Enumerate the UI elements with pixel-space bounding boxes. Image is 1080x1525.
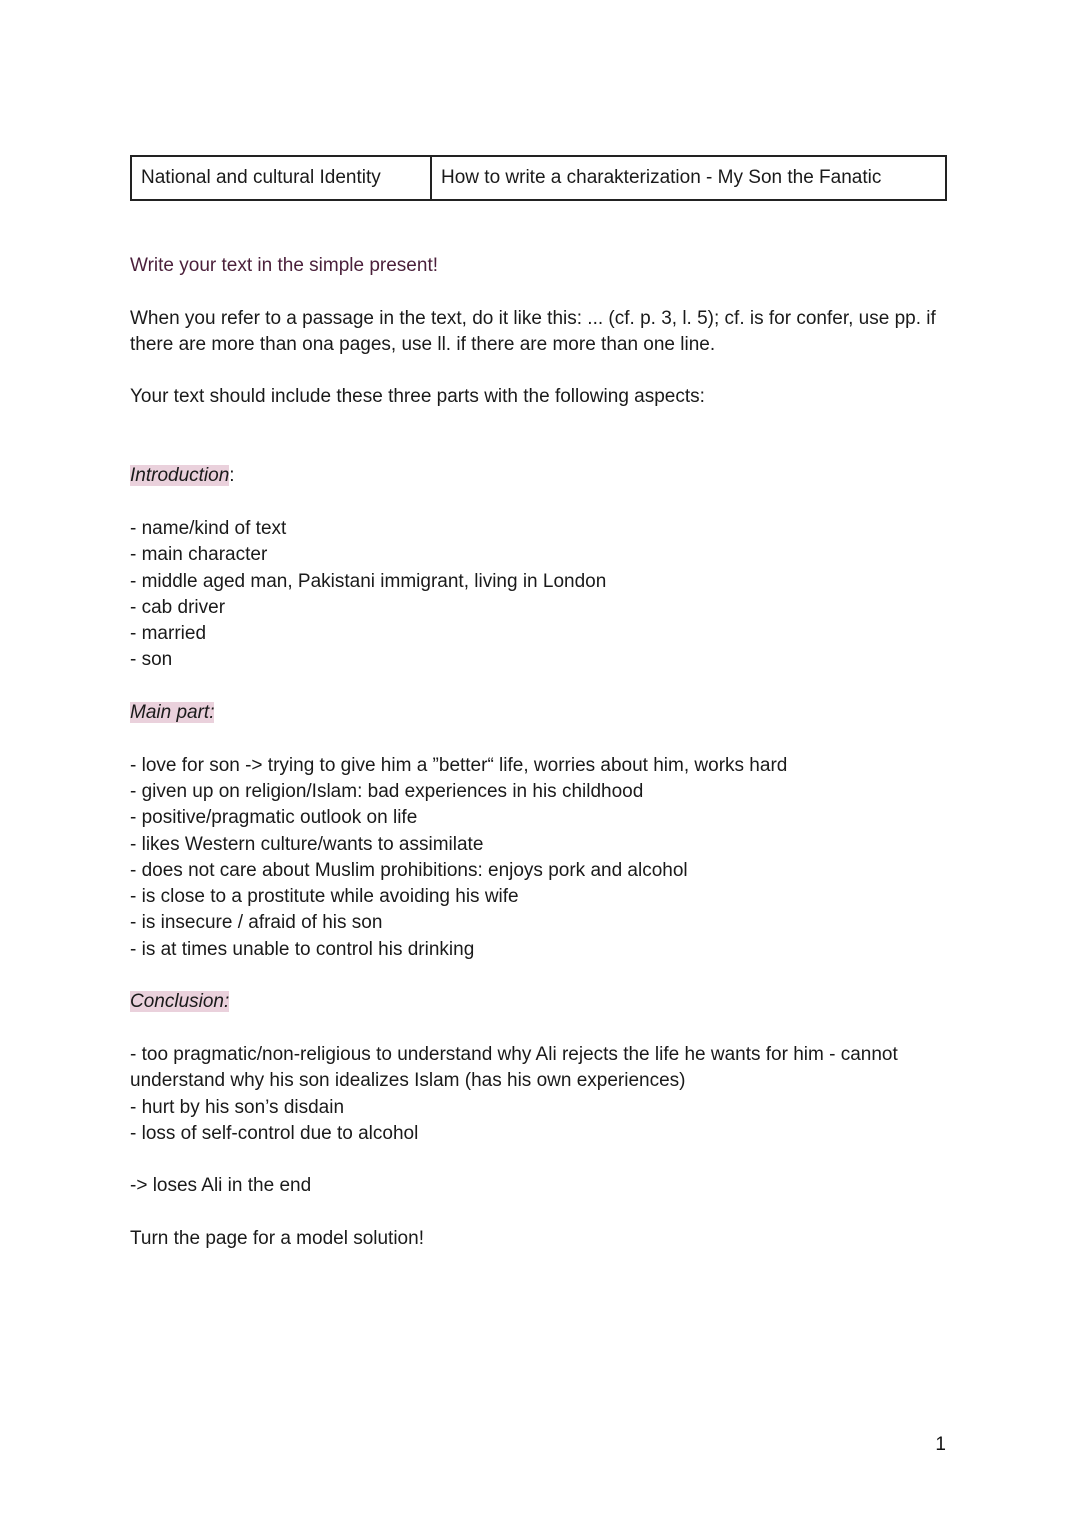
- conclusion-heading-line: [130, 989, 950, 1015]
- list-item: - does not care about Muslim prohibitions: enjoys pork and alcohol: [130, 859, 688, 881]
- list-item: - is insecure / afraid of his son: [130, 912, 383, 934]
- list-item: - given up on religion/Islam: bad experiences in his childhood: [130, 780, 644, 802]
- page-number: 1: [935, 1434, 946, 1455]
- list-item: - main character: [130, 544, 268, 566]
- footer-note: Turn the page for a model solution!: [130, 1227, 424, 1249]
- main-part-list: [130, 753, 950, 963]
- conclusion-result: -> loses Ali in the end: [130, 1175, 312, 1197]
- list-item: - cab driver: [130, 596, 226, 618]
- list-item: - married: [130, 623, 207, 645]
- header-table: [130, 155, 947, 201]
- header-title: How to write a charakterization - My Son the Fanatic: [441, 167, 882, 188]
- introduction-list: [130, 516, 950, 674]
- reference-instruction: When you refer to a passage in the text, do it like this: ... (cf. p. 3, l. 5); cf. is for confer, use pp. if there are more than ona pages, use ll. if there are more than one line.: [130, 307, 936, 355]
- list-item: - too pragmatic/non-religious to understand why Ali rejects the life he wants for him - cannot understand why his son idealizes Islam (has his own experiences): [130, 1043, 898, 1092]
- conclusion-list: [130, 1042, 950, 1147]
- list-item: - positive/pragmatic outlook on life: [130, 807, 418, 829]
- main-part-heading: Main part:: [130, 702, 215, 724]
- list-item: - name/kind of text: [130, 517, 287, 539]
- introduction-heading: Introduction: [130, 465, 230, 487]
- conclusion-heading: Conclusion:: [130, 991, 230, 1013]
- header-topic: National and cultural Identity: [132, 157, 432, 199]
- list-item: - love for son -> trying to give him a ”better“ life, worries about him, works hard: [130, 754, 788, 776]
- parts-instruction: Your text should include these three parts with the following aspects:: [130, 386, 705, 408]
- list-item: - is close to a prostitute while avoiding his wife: [130, 886, 519, 908]
- list-item: - middle aged man, Pakistani immigrant, living in London: [130, 570, 607, 592]
- tense-instruction: Write your text in the simple present!: [130, 255, 438, 276]
- list-item: - son: [130, 649, 173, 671]
- document-body: [130, 253, 950, 1252]
- list-item: - likes Western culture/wants to assimilate: [130, 833, 484, 855]
- list-item: - loss of self-control due to alcohol: [130, 1122, 419, 1144]
- main-part-heading-line: [130, 700, 950, 726]
- list-item: - hurt by his son’s disdain: [130, 1096, 345, 1118]
- introduction-heading-line: [130, 463, 950, 489]
- introduction-heading-colon: :: [229, 465, 235, 487]
- list-item: - is at times unable to control his drinking: [130, 938, 475, 960]
